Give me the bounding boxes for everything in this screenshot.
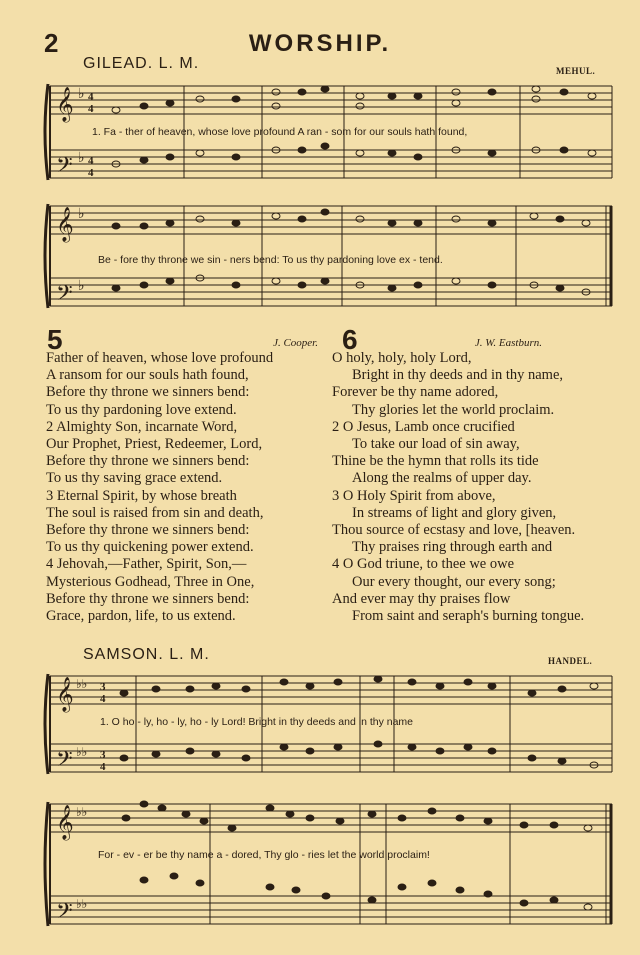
- verse-line: Before thy throne we sinners bend:: [46, 522, 250, 539]
- verse-line: Mysterious Godhead, Three in One,: [46, 573, 255, 590]
- lyrics-samson-line-2: For - ev - er be thy name a - dored, Thy glo - ries let the world proclaim!: [98, 849, 430, 861]
- verse-line: Thy glories let the world proclaim.: [352, 401, 555, 418]
- svg-text:𝄞: 𝄞: [56, 87, 74, 122]
- verse-line: Forever be thy name adored,: [332, 384, 499, 401]
- verse-line: 4 O God triune, to thee we owe: [332, 556, 515, 573]
- verse-line: And ever may thy praises flow: [332, 590, 511, 607]
- verse-line: 3 Eternal Spirit, by whose breath: [46, 487, 237, 504]
- verse-line: From saint and seraph's burning tongue.: [352, 608, 585, 625]
- hymn-5-text: [46, 350, 326, 625]
- verse-line: Bright in thy deeds and in thy name,: [352, 367, 564, 384]
- svg-text:♭♭: ♭♭: [76, 745, 88, 759]
- tune-name-samson: SAMSON. L. M.: [83, 646, 210, 663]
- svg-text:4: 4: [88, 167, 94, 179]
- hymn-5-author: J. Cooper.: [273, 337, 318, 349]
- svg-text:𝄢: 𝄢: [56, 747, 73, 777]
- verse-line: Thy praises ring through earth and: [352, 539, 553, 556]
- svg-text:3: 3: [100, 681, 106, 693]
- svg-text:𝄢: 𝄢: [56, 281, 73, 311]
- hymn-6-text: [332, 350, 632, 625]
- verse-line: Along the realms of upper day.: [352, 470, 532, 487]
- composer-samson: HANDEL.: [548, 656, 593, 666]
- verse-line: Our every thought, our every song;: [352, 573, 556, 590]
- verse-line: The soul is raised from sin and death,: [46, 504, 264, 521]
- tune-name-gilead: GILEAD. L. M.: [83, 55, 200, 72]
- svg-text:𝄢: 𝄢: [56, 153, 73, 183]
- verse-line: 2 Almighty Son, incarnate Word,: [46, 418, 238, 435]
- hymn-number-6: 6: [342, 324, 358, 355]
- verse-line: To take our load of sin away,: [352, 436, 520, 453]
- verse-line: 3 O Holy Spirit from above,: [332, 487, 496, 504]
- verse-line: In streams of light and glory given,: [352, 504, 557, 521]
- svg-text:♭: ♭: [78, 151, 85, 166]
- verse-line: Before thy throne we sinners bend:: [46, 590, 250, 607]
- hymn-6-author: J. W. Eastburn.: [474, 337, 542, 349]
- svg-text:4: 4: [100, 761, 106, 773]
- svg-text:𝄞: 𝄞: [56, 207, 74, 242]
- svg-text:3: 3: [100, 749, 106, 761]
- svg-text:𝄞: 𝄞: [56, 677, 74, 712]
- svg-text:♭: ♭: [78, 87, 85, 102]
- svg-text:𝄞: 𝄞: [56, 805, 74, 840]
- verse-line: Our Prophet, Priest, Redeemer, Lord,: [46, 436, 263, 453]
- svg-text:4: 4: [88, 103, 94, 115]
- svg-text:4: 4: [88, 91, 94, 103]
- svg-text:♭♭: ♭♭: [76, 677, 88, 691]
- verse-line: To us thy saving grace extend.: [46, 470, 223, 487]
- verse-line: 4 Jehovah,—Father, Spirit, Son,—: [46, 556, 247, 573]
- lyrics-gilead-line-1: 1. Fa - ther of heaven, whose love profound A ran - som for our souls hath found,: [92, 126, 468, 138]
- verse-line: To us thy pardoning love extend.: [46, 401, 237, 418]
- svg-text:♭♭: ♭♭: [76, 897, 88, 911]
- verse-line: O holy, holy, holy Lord,: [332, 350, 472, 366]
- lyrics-gilead-line-2: Be - fore thy throne we sin - ners bend: To us thy pardoning love ex - tend.: [98, 254, 443, 266]
- verse-line: Grace, pardon, life, to us extend.: [46, 608, 236, 625]
- svg-text:4: 4: [88, 155, 94, 167]
- hymn-number-5: 5: [47, 324, 63, 355]
- music-score-samson-system-2: [40, 790, 620, 950]
- lyrics-samson-line-1: 1. O ho - ly, ho - ly, ho - ly Lord! Bright in thy deeds and in thy name: [100, 716, 414, 728]
- verse-line: Before thy throne we sinners bend:: [46, 453, 250, 470]
- verse-line: Thou source of ecstasy and love, [heaven.: [332, 522, 576, 539]
- verse-line: Before thy throne we sinners bend:: [46, 384, 250, 401]
- section-title: WORSHIP.: [248, 30, 392, 57]
- verse-line: To us thy quickening power extend.: [46, 539, 254, 556]
- svg-text:♭: ♭: [78, 279, 85, 294]
- verse-line: Thine be the hymn that rolls its tide: [332, 453, 539, 470]
- svg-text:♭: ♭: [78, 207, 85, 222]
- svg-text:♭♭: ♭♭: [76, 805, 88, 819]
- verse-line: A ransom for our souls hath found,: [46, 367, 249, 384]
- verse-line: 2 O Jesus, Lamb once crucified: [332, 418, 515, 435]
- page-number: 2: [44, 28, 59, 58]
- verse-line: Father of heaven, whose love profound: [46, 350, 274, 366]
- svg-text:4: 4: [100, 693, 106, 705]
- composer-gilead: MEHUL.: [556, 66, 596, 76]
- svg-text:𝄢: 𝄢: [56, 899, 73, 929]
